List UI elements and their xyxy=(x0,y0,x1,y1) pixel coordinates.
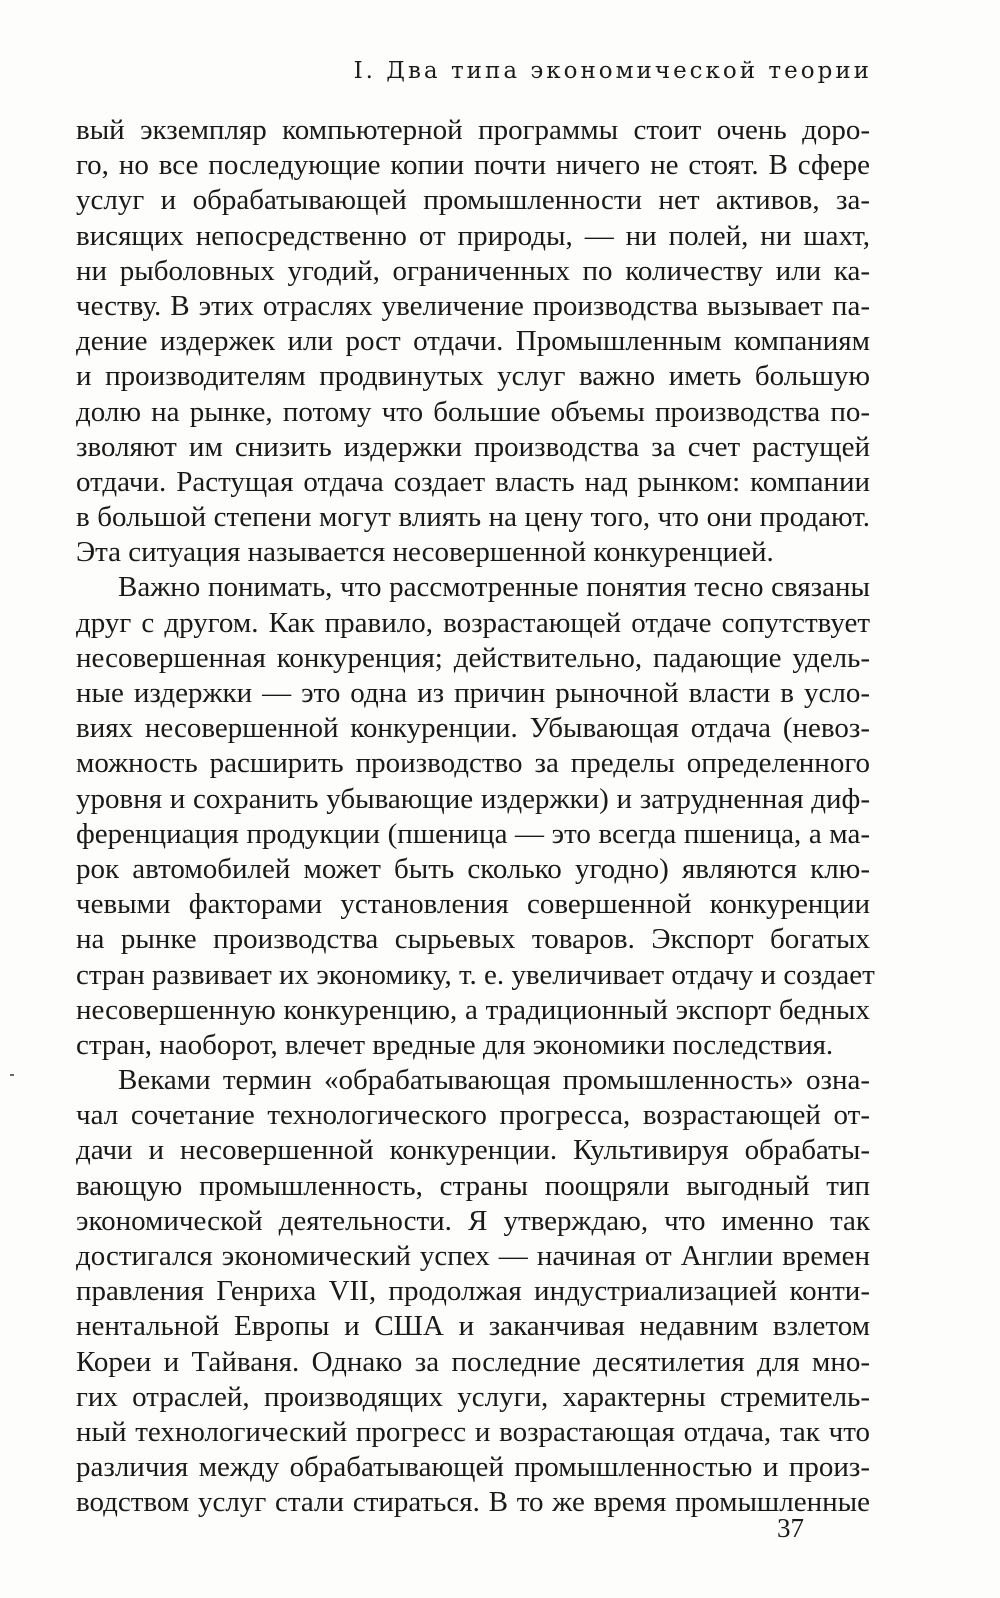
text-line: и производителям продвинутых услуг важно иметь большую xyxy=(76,360,870,393)
body-text xyxy=(76,113,875,1521)
text-line: дение издержек или рост отдачи. Промышленным компаниям xyxy=(76,325,870,358)
text-line: стран развивает их экономику, т. е. увеличивает отдачу и создает xyxy=(76,958,875,991)
text-line: ный технологический прогресс и возрастающая отдача, так что xyxy=(76,1415,870,1448)
text-line: ференциация продукции (пшеница — это всегда пшеница, а ма- xyxy=(76,817,870,850)
text-line: несовершенная конкуренция; действительно, падающие удель- xyxy=(76,641,870,674)
text-line: вый экземпляр компьютерной программы стоит очень доро- xyxy=(76,114,870,146)
text-line: ни рыболовных угодий, ограниченных по количеству или ка- xyxy=(76,254,870,287)
text-line: стран, наоборот, влечет вредные для экономики последствия. xyxy=(76,1028,834,1061)
text-line: правления Генриха VII, продолжая индустриализацией конти- xyxy=(76,1275,870,1308)
text-line: честву. В этих отраслях увеличение производства вызывает па- xyxy=(76,289,870,322)
text-line: несовершенную конкуренцию, а традиционный экспорт бедных xyxy=(76,993,870,1026)
text-line: Кореи и Тайваня. Однако за последние десятилетия для мно- xyxy=(76,1345,870,1378)
text-line: зволяют им снизить издержки производства за счет растущей xyxy=(76,430,870,463)
text-line: нентальной Европы и США и заканчивая недавним взлетом xyxy=(76,1310,870,1343)
running-head: I. Два типа экономической теории xyxy=(353,58,872,84)
text-line: в большой степени могут влиять на цену того, что они продают. xyxy=(76,501,870,534)
text-line: уровня и сохранить убывающие издержки) и затрудненная диф- xyxy=(76,782,870,815)
text-line: гих отраслей, производящих услуги, характерны стремитель- xyxy=(76,1380,870,1413)
text-line: ные издержки — это одна из причин рыночной власти в усло- xyxy=(76,677,870,709)
text-line: го, но все последующие копии почти ничего не стоят. В сфере xyxy=(76,149,870,182)
text-line: висящих непосредственно от природы, — ни полей, ни шахт, xyxy=(76,219,870,252)
text-line: чевыми факторами установления совершенной конкуренции xyxy=(76,888,870,921)
text-line: рок автомобилей может быть сколько угодно) являются клю- xyxy=(76,852,870,885)
text-line: Важно понимать, что рассмотренные понятия тесно связаны xyxy=(118,571,870,604)
text-line: водством услуг стали стираться. В то же время промышленные xyxy=(76,1486,870,1519)
text-line: различия между обрабатывающей промышленностью и произ- xyxy=(76,1451,870,1484)
text-line: друг с другом. Как правило, возрастающей отдаче сопутствует xyxy=(76,606,870,639)
margin-speck xyxy=(10,1074,14,1076)
text-line: чал сочетание технологического прогресса, возрастающей от- xyxy=(76,1099,870,1132)
text-line: вающую промышленность, страны поощряли выгодный тип xyxy=(76,1169,870,1202)
text-line: виях несовершенной конкуренции. Убывающая отдача (невоз- xyxy=(76,712,870,745)
text-line: услуг и обрабатывающей промышленности нет активов, за- xyxy=(76,184,870,217)
text-line: можность расширить производство за пределы определенного xyxy=(76,747,870,780)
text-line: Эта ситуация называется несовершенной конкуренцией. xyxy=(76,536,774,569)
page-number: 37 xyxy=(777,1513,804,1543)
text-line: долю на рынке, потому что большие объемы производства по- xyxy=(76,395,870,428)
text-line: отдачи. Растущая отдача создает власть над рынком: компании xyxy=(76,465,870,498)
text-line: достигался экономический успех — начиная от Англии времен xyxy=(76,1240,870,1272)
text-line: экономической деятельности. Я утверждаю, что именно так xyxy=(76,1204,870,1237)
text-line: дачи и несовершенной конкуренции. Культивируя обрабаты- xyxy=(76,1134,870,1167)
text-line: на рынке производства сырьевых товаров. Экспорт богатых xyxy=(76,923,870,956)
text-line: Веками термин «обрабатывающая промышленность» озна- xyxy=(118,1064,870,1097)
